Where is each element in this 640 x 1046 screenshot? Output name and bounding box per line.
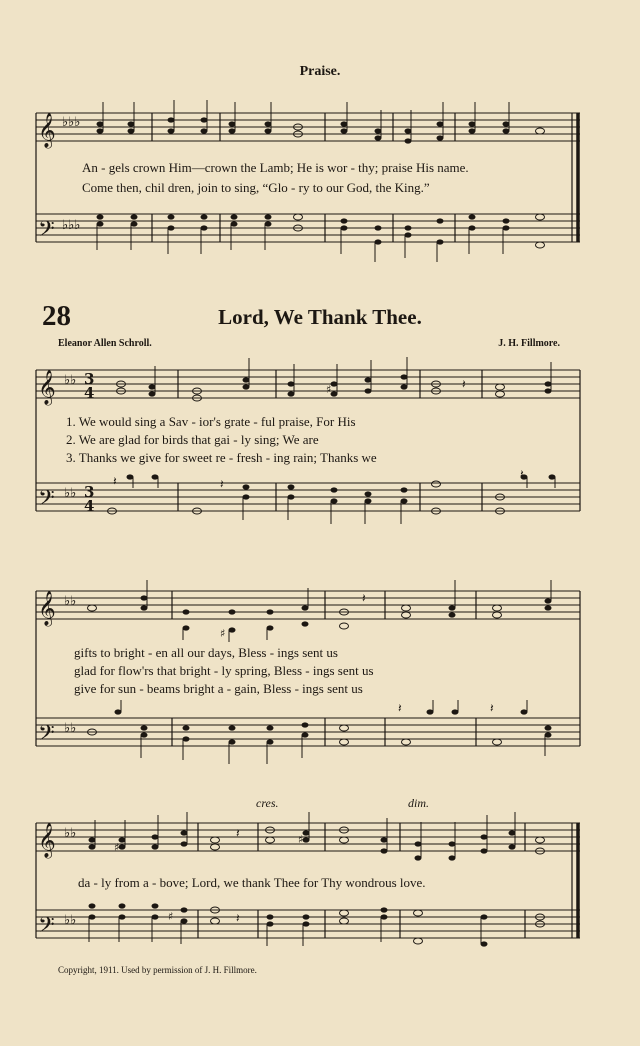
s1-verse-2: 2. We are glad for birds that gai - ly sing; We are (66, 432, 319, 447)
top-lyric-line-2: Come then, chil dren, join to sing, “Glo - ry to our God, the King.” (82, 180, 430, 195)
svg-text:𝄢: 𝄢 (38, 486, 55, 516)
hymn-number: 28 (42, 300, 71, 332)
top-treble-staff (36, 113, 580, 141)
dim-marking: dim. (408, 796, 429, 810)
key-signatures (62, 115, 80, 928)
svg-text:♭♭: ♭♭ (64, 373, 77, 388)
svg-text:𝄢: 𝄢 (38, 217, 55, 247)
svg-text:𝄢: 𝄢 (38, 721, 55, 751)
svg-text:𝄞: 𝄞 (38, 823, 56, 858)
svg-text:♭♭: ♭♭ (64, 826, 77, 841)
s1-bass-staff (36, 483, 580, 511)
svg-text:♯: ♯ (298, 833, 304, 846)
svg-text:𝄽: 𝄽 (220, 477, 224, 491)
svg-text:♯: ♯ (168, 910, 174, 923)
svg-text:♭♭: ♭♭ (64, 913, 77, 928)
composer-credit: J. H. Fillmore. (498, 338, 560, 349)
svg-text:4: 4 (84, 497, 95, 515)
top-lyric-line-1: An - gels crown Him—crown the Lamb; He is wor - thy; praise His name. (82, 160, 469, 175)
s1-verse-3: 3. Thanks we give for sweet re - fresh - ing rain; Thanks we (66, 450, 377, 465)
svg-text:𝄞: 𝄞 (38, 113, 56, 148)
hymn-title: Lord, We Thank Thee. (218, 305, 422, 329)
svg-text:𝄽: 𝄽 (490, 701, 494, 715)
svg-text:♯: ♯ (114, 841, 120, 854)
author-credit: Eleanor Allen Schroll. (58, 338, 152, 349)
svg-text:♭♭♭: ♭♭♭ (62, 115, 81, 130)
svg-text:♯: ♯ (326, 383, 332, 396)
cres-marking: cres. (256, 796, 279, 810)
s1-verse-1: 1. We would sing a Sav - ior's grate - ful praise, For His (66, 414, 356, 429)
svg-text:♭♭: ♭♭ (64, 486, 77, 501)
s3-lyric: da - ly from a - bove; Lord, we thank Thee for Thy wondrous love. (78, 875, 426, 890)
svg-text:𝄽: 𝄽 (462, 377, 466, 391)
s2-verse-3: give for sun - beams bright a - gain, Bless - ings sent us (74, 681, 363, 696)
svg-text:♭♭♭: ♭♭♭ (62, 218, 81, 233)
svg-text:♯: ♯ (220, 627, 226, 640)
section-header: Praise. (299, 64, 341, 79)
svg-text:𝄽: 𝄽 (398, 701, 402, 715)
note-stems (89, 100, 555, 946)
svg-text:𝄽: 𝄽 (113, 474, 117, 488)
svg-text:𝄞: 𝄞 (38, 370, 56, 405)
s2-bass-staff (36, 718, 580, 746)
svg-text:𝄽: 𝄽 (236, 911, 240, 925)
copyright-notice: Copyright, 1911. Used by permission of J. H. Fillmore. (58, 965, 257, 975)
svg-text:3: 3 (84, 370, 95, 388)
svg-text:𝄽: 𝄽 (520, 467, 524, 481)
svg-text:𝄢: 𝄢 (38, 913, 55, 943)
s2-verse-2: glad for flow'rs that bright - ly spring, Bless - ings sent us (74, 663, 374, 678)
svg-text:♭♭: ♭♭ (64, 721, 77, 736)
s2-verse-1: gifts to bright - en all our days, Bless - ings sent us (74, 645, 338, 660)
svg-text:3: 3 (84, 483, 95, 501)
svg-text:𝄽: 𝄽 (236, 826, 240, 840)
bar-lines (36, 113, 580, 938)
svg-text:4: 4 (84, 384, 95, 402)
svg-text:♭♭: ♭♭ (64, 594, 77, 609)
clefs (38, 113, 56, 943)
svg-text:𝄽: 𝄽 (362, 591, 366, 605)
top-bass-staff (36, 214, 580, 242)
svg-text:𝄞: 𝄞 (38, 591, 56, 626)
